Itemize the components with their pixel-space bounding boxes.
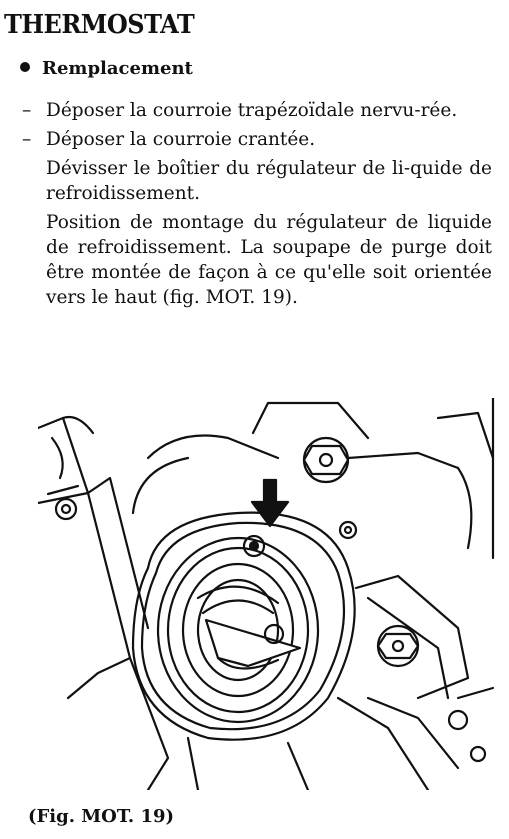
- section-heading-label: Remplacement: [42, 58, 193, 79]
- thermostat-illustration: [38, 398, 498, 790]
- dash-bullet: –: [22, 129, 32, 150]
- engine-drawing: [38, 398, 498, 790]
- figure-caption: (Fig. MOT. 19): [28, 806, 175, 827]
- instruction-step: [22, 127, 492, 152]
- instructions: [22, 98, 492, 314]
- instruction-text: Déposer la courroie trapézoïdale nervu-rée.: [46, 100, 458, 121]
- dash-bullet: –: [22, 100, 32, 121]
- instruction-paragraph: Dévisser le boîtier du régulateur de li-quide de refroidissement.: [46, 158, 492, 204]
- instruction-text: Déposer la courroie crantée.: [46, 129, 316, 150]
- page-title: THERMOSTAT: [4, 8, 195, 40]
- bullet-icon: [20, 62, 30, 72]
- section-heading: [20, 58, 193, 79]
- instruction-paragraph: Position de montage du régulateur de liquide de refroidissement. La soupape de purge doit être montée de façon à ce qu'elle soit orientée vers le haut (fig. MOT. 19).: [46, 212, 492, 308]
- instruction-step: [22, 98, 492, 123]
